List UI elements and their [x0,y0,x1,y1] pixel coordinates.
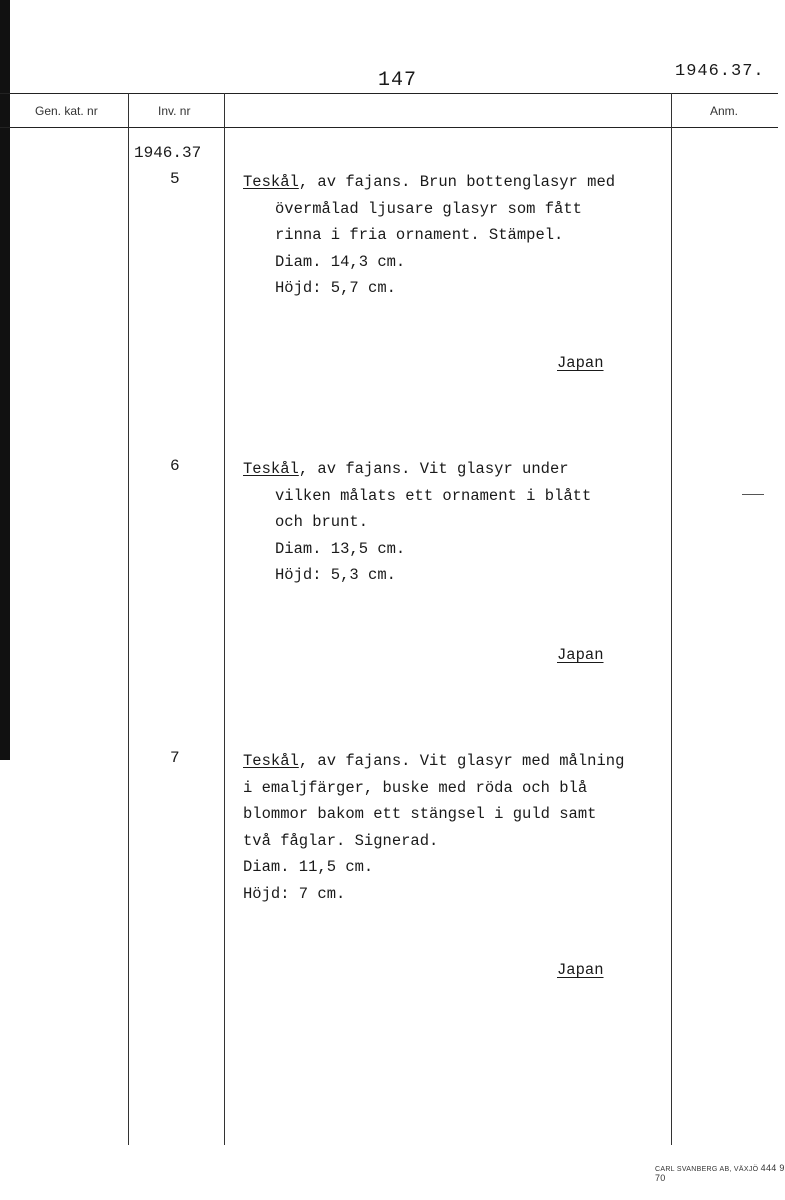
margin-dash-mark [742,494,764,495]
binding-edge-bar [0,0,10,760]
entry-7-origin: Japan [557,961,604,979]
entry-6-line-2: vilken målats ett ornament i blått [275,486,592,505]
catalog-reference: 1946.37. [675,62,765,81]
printer-name: CARL SVANBERG AB, VÄXJÖ [655,1166,759,1173]
inv-number-5: 5 [170,170,180,188]
entry-6-title: Teskål [243,460,299,478]
entry-6-origin: Japan [557,646,604,664]
entry-6-line-4: Diam. 13,5 cm. [275,539,406,558]
entry-5-line-5: Höjd: 5,7 cm. [275,279,396,297]
entry-5-title: Teskål [243,173,299,191]
entry-7-title: Teskål [243,752,299,770]
entry-5-line-1: , av fajans. Brun bottenglasyr med [298,173,616,191]
entry-7-line-6: Höjd: 7 cm. [243,884,346,903]
entry-7-line-5: Diam. 11,5 cm. [243,858,374,876]
column-divider-gen-inv [128,93,129,1145]
entry-5-origin: Japan [557,354,604,372]
entry-7-line-4: två fåglar. Signerad. [243,831,439,850]
page-number: 147 [378,69,418,92]
entry-7-description [243,748,624,907]
entry-5-line-4: Diam. 14,3 cm. [275,252,406,271]
entry-6-line-5: Höjd: 5,3 cm. [275,566,396,584]
printer-imprint [655,1163,785,1183]
entry-6-description [243,456,591,589]
form-number: 444 9 70 [655,1163,785,1183]
column-header-inv: Inv. nr [158,104,191,118]
header-rule-top [0,93,778,94]
accession-number: 1946.37 [134,144,202,162]
entry-6-line-3: och brunt. [275,513,369,531]
entry-6-line-1: , av fajans. Vit glasyr under [298,460,569,478]
entry-5-line-3: rinna i fria ornament. Stämpel. [275,226,564,244]
entry-7-line-3: blommor bakom ett stängsel i guld samt [243,805,597,823]
column-divider-inv-desc [224,93,225,1145]
column-divider-desc-anm [671,93,672,1145]
header-rule-bottom [0,127,778,128]
entry-5-line-2: övermålad ljusare glasyr som fått [275,199,582,218]
inv-number-7: 7 [170,749,180,767]
entry-7-line-1: , av fajans. Vit glasyr med målning [298,752,625,770]
column-header-anm: Anm. [710,104,739,118]
inv-number-6: 6 [170,457,180,475]
column-header-gen-kat: Gen. kat. nr [35,104,98,118]
entry-7-line-2: i emaljfärger, buske med röda och blå [243,778,588,797]
entry-5-description [243,169,615,302]
